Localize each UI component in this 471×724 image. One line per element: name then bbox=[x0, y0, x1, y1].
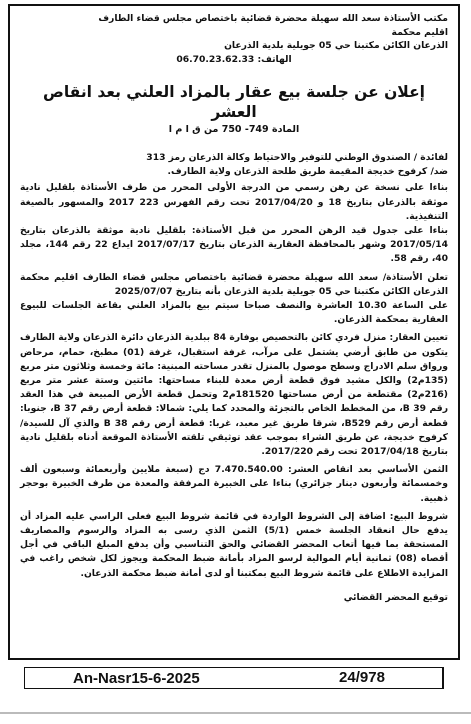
notice-title: إعلان عن جلسة بيع عقار بالمزاد العلني بعد انقاص العشر bbox=[43, 83, 425, 121]
notice-header bbox=[20, 12, 448, 66]
debtor-line: ضد/ كرفوح خديجة المقيمة طريق طلحة الذرعان ولاية الطارف. bbox=[167, 166, 448, 178]
sale-time-paragraph: على الساعة 10.30 العاشرة والنصف صباحا سيتم بيع بالمزاد العلني بقاعة الجلسات للبيوع العقارية بمحكمة الذرعان. bbox=[20, 300, 448, 326]
property-description-paragraph: تعيين العقار: منزل فردي كائن بالتحصيص بوفارة 84 ببلدية الذرعان دائرة الذرعان ولاية الطارف يتكون من طابق أرضي يشتمل على مرآب، غرفة استقبال، غرفة (01) مطبخ، حمام، مرحاض ورواق سلم الادراج وسطح موصول بالمنزل تقدر مساحته المبنية: مائة وخمسة وثلاثون متر مربع (135م2) والكل مشيد فوق قطعة أرض معدة للبناء مساحتها: مائتين وستة عشر متر مربع (216م2) مقتطعة من أرض مساحتها 181520م2 وتحمل قطعة الأرض المبيعة في هذا العقد رقم 39 B، من المخطط الخاص بالتجزئة والمحدد كما يلي: شمالا: قطعة أرض رقم 37 B، جنوبا: قطعة أرض رقم B529، شرقا طريق غير معبد، غربا: قطعة أرض رقم 38 B والذي آل للسيدة/ كرفوح خديجة، عن طريق الشراء بموجب عقد توثيقي تلقته الأستاذة الموقعة أدناه بلقليل نادية بتاريخ 2017/04/18 تحت رقم 2017/220. bbox=[20, 332, 449, 458]
beneficiary-line: لفائدة / الصندوق الوطني للتوفير والاحتياط وكالة الذرعان رمز 313 bbox=[146, 152, 448, 163]
phone-line: الهاتف: 06.70.23.62.33 bbox=[176, 53, 292, 65]
office-line: مكتب الأستاذة سعد الله سهيلة محضرة قضائية باختصاص مجلس قضاء الطارف bbox=[98, 13, 448, 24]
region-line: اقليم محكمة bbox=[391, 26, 448, 38]
registration-paragraph: بناءا على جدول قيد الرهن المحرر من قبل الأستاذة: بلقليل نادية موثقة بالذرعان بتاريخ 2017/05/14 وشهر بالمحافظة العقارية الذرعان بتاريخ 2017/07/17 ايداع 22 رقم 144، مجلد 40، رقم 58. bbox=[20, 225, 448, 265]
address-line: الذرعان الكائن مكتبنا حي 05 جويلية بلدية الذرعان bbox=[224, 40, 448, 51]
legal-notice-box bbox=[8, 4, 460, 660]
page-bottom-rule bbox=[0, 712, 471, 714]
publication-date: An-Nasr15-6-2025 bbox=[73, 669, 200, 687]
sale-conditions-paragraph: شروط البيع: اضافة إلى الشروط الواردة في قائمة شروط البيع فعلى الراسي عليه المزاد أن يدفع حال انعقاد الجلسة خمس (5/1) الثمن الذي رسى به المزاد والرسوم والمصاريف المستحقة بما فيها أتعاب المحضر القضائي والحق التناسبي وأن يدفع المبلغ الباقي في أجل أقصاه (08) ثمانية أيام الموالية لرسو المزاد بأمانة ضبط المحكمة ويجوز لكل شخص راغب في المزايدة الاطلاع على قائمة شروط البيع بمكتبنا أو لدى أمانة ضبط محكمة الذرعان. bbox=[20, 510, 448, 579]
notice-subtitle: المادة 749- 750 من ق ا م ا bbox=[168, 124, 300, 135]
signature-line: توقيع المحضر القضائي bbox=[343, 591, 448, 603]
reference-number: 24/978 bbox=[282, 668, 443, 688]
announcement-paragraph: تعلن الأستاذة/ سعد الله سهيلة محضرة قضائية باختصاص مجلس قضاء الطارف اقليم محكمة الذرعان الكائن مكتبنا حي 05 جويلية بلدية الذرعان بأنه بتاريخ 2025/07/07 bbox=[20, 271, 448, 297]
publication-footer bbox=[24, 667, 444, 689]
base-price-paragraph: الثمن الأساسي بعد انقاص العشر: 7.470.540.00 دج (سبعة ملايين وأربعمائة وسبعون ألف وخمسمائة وأربعون دينار جزائري) بناءا على الخبيرة المرفقة والمعدة من طرف الخبيرة بوحجر ذهبية. bbox=[20, 464, 448, 504]
mortgage-paragraph: بناءا على نسخة عن رهن رسمي من الدرجة الأولى المحرر من طرف الأستاذة بلقليل نادية موثقة بالذرعان بتاريخ 18 و 2017/04/20 تحت رقم الفهرس 223 2017 والمسهور بالصيغة التنفيذية. bbox=[20, 182, 449, 222]
